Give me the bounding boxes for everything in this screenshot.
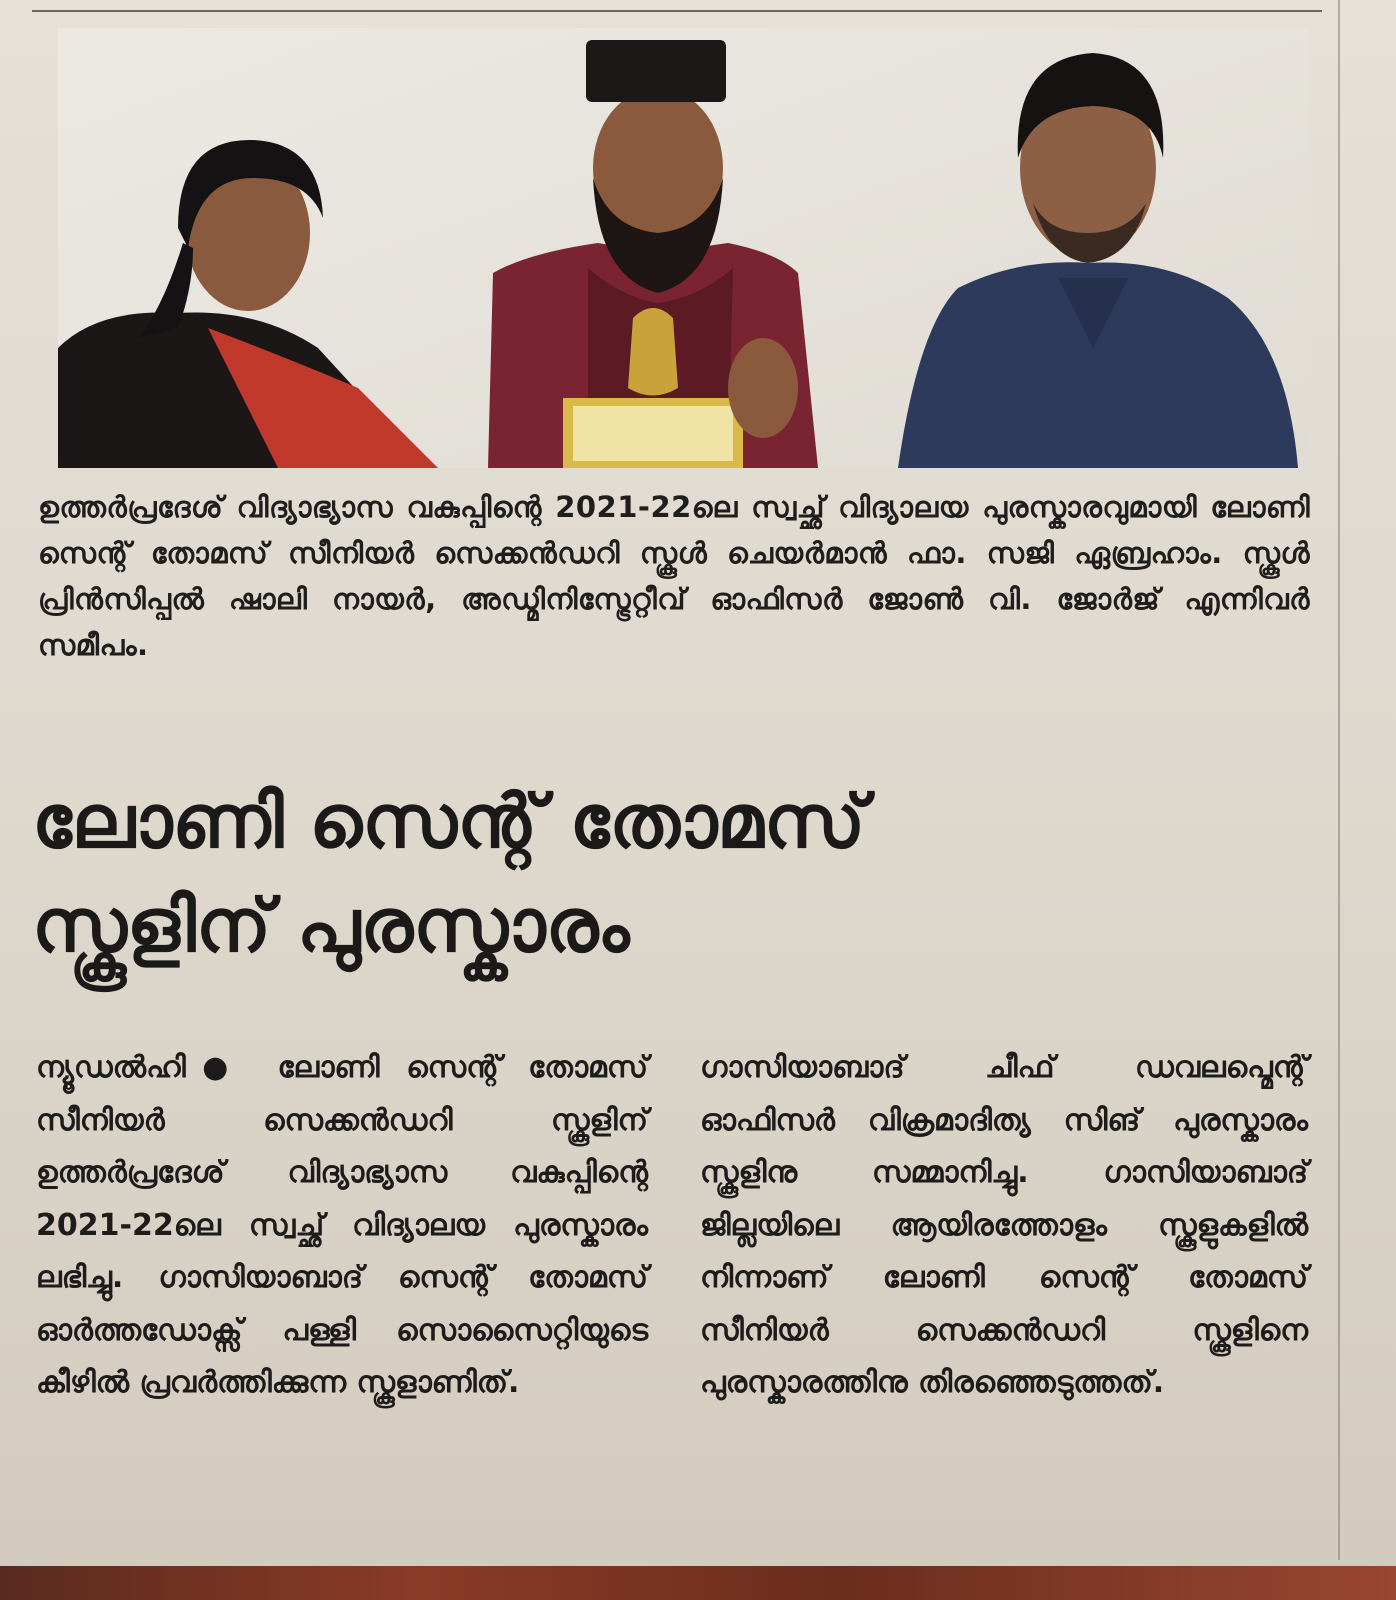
next-page-strip [0,1566,1396,1600]
article-column-left [36,1042,648,1410]
photo-caption: ഉത്തർപ്രദേശ് വിദ്യാഭ്യാസ വകുപ്പിന്റെ 2021-22ലെ സ്വച്ഛ് വിദ്യാലയ പുരസ്കാരവുമായി ലോണി സെന്റ് തോമസ് സീനിയർ സെക്കൻഡറി സ്കൂൾ ചെയർമാൻ ഫാ. സജി ഏബ്രഹാം. സ്കൂൾ പ്രിൻസിപ്പൽ ഷാലി നായർ, അഡ്മിനിസ്ട്രേറ്റീവ് ഓഫിസർ ജോൺ വി. ജോർജ് എന്നിവർ സമീപം. [38,490,1310,662]
column-divider [1338,0,1340,1560]
top-rule [32,10,1322,12]
article-left-text: ലോണി സെന്റ് തോമസ് സീനിയർ സെക്കൻഡറി സ്കൂളിന് ഉത്തർപ്രദേശ് വിദ്യാഭ്യാസ വകുപ്പിന്റെ 2021-22ലെ സ്വച്ഛ് വിദ്യാലയ പുരസ്കാരം ലഭിച്ചു. ഗാസിയാബാദ് സെന്റ് തോമസ് ഓർത്തഡോക്സ് പള്ളി സൊസൈറ്റിയുടെ കീഴിൽ പ്രവർത്തിക്കുന്ന സ്കൂളാണിത്. [36,1050,649,1400]
dateline: ന്യൂഡൽഹി● [36,1050,245,1085]
headline [32,770,1132,978]
article-right-text: ഗാസിയാബാദ് ചീഫ് ഡവലപ്മെന്റ് ഓഫിസർ വിക്രമാദിത്യ സിങ് പുരസ്കാരം സ്കൂളിനു സമ്മാനിച്ചു. ഗാസിയാബാദ് ജില്ലയിലെ ആയിരത്തോളം സ്കൂളുകളിൽ നിന്നാണ് ലോണി സെന്റ് തോമസ് സീനിയർ സെക്കൻഡറി സ്കൂളിനെ പുരസ്കാരത്തിനു തിരഞ്ഞെടുത്തത്. [700,1050,1308,1400]
headline-line-2: സ്കൂളിന് പുരസ്കാരം [32,883,630,969]
award-photo [58,28,1308,468]
article-column-right [700,1042,1308,1410]
headline-line-1: ലോണി സെന്റ് തോമസ് [32,779,866,865]
